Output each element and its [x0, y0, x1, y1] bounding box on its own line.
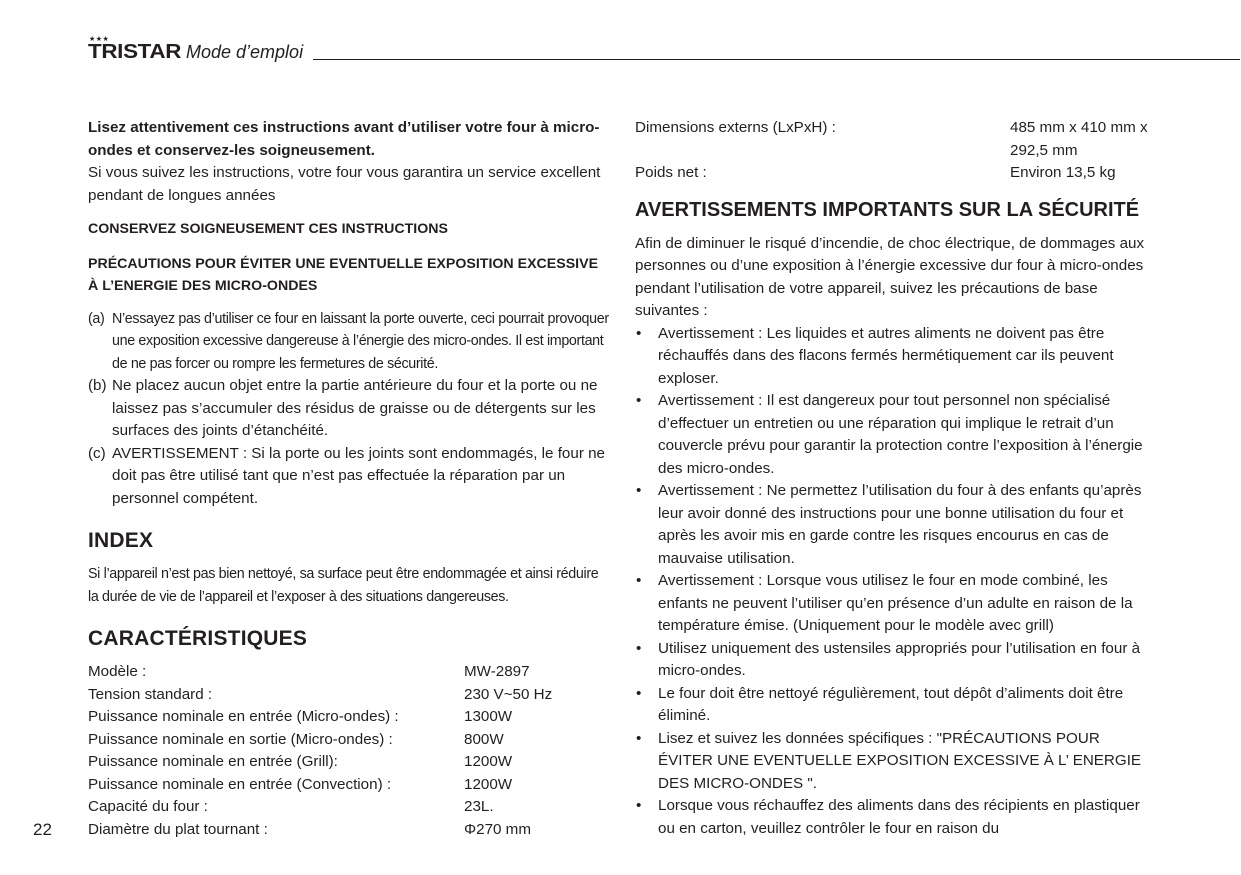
logo-stars: ★★★	[89, 36, 110, 43]
safety-bullet-item	[635, 683, 1155, 728]
specs-heading: CARACTÉRISTIQUES	[88, 627, 308, 650]
page-header	[88, 36, 1240, 66]
bullet-text: Utilisez uniquement des ustensiles appropriés pour l’utilisation en four à micro-ondes.	[658, 639, 1141, 679]
keep-instructions-heading: CONSERVEZ SOIGNEUSEMENT CES INSTRUCTIONS	[88, 221, 448, 237]
bullet-mark: •	[636, 572, 642, 589]
bullet-text: Avertissement : Lorsque vous utilisez le four en mode combiné, les enfants ne peuvent l’utiliser qu’en présence d’un adulte en raison de la température émise. (Uniquement pour le modèle avec grill)	[658, 572, 1133, 634]
specs-table	[88, 661, 610, 841]
spec-value: 1300W	[464, 708, 513, 725]
spec-row	[88, 751, 610, 774]
spec-value: 1200W	[464, 753, 513, 770]
bullet-mark: •	[636, 324, 642, 342]
logo-brand: TRISTAR	[88, 41, 182, 63]
bullet-text: Avertissement : Les liquides et autres aliments ne doivent pas être réchauffés dans des flacons fermés hermétiquement car ils peuvent exploser.	[658, 324, 1114, 387]
page-number: 22	[33, 820, 52, 839]
safety-bullet-item	[635, 638, 1155, 683]
bullet-text: Lisez et suivez les données spécifiques : "PRÉCAUTIONS POUR ÉVITER UNE EVENTUELLE EXPOSITION EXCESSIVE À L’ ENERGIE DES MICRO-ONDES ".	[658, 729, 1142, 792]
spec-label: Puissance nominale en entrée (Convection) :	[88, 775, 392, 793]
bullet-text: Avertissement : Il est dangereux pour tout personnel non spécialisé d’effectuer un entretien ou une réparation qui implique le retrait d’un couvercle prévu pour garantir la protection contre l’exposition à l’énergie des micro-ondes.	[658, 392, 1143, 477]
safety-bullets	[635, 323, 1155, 841]
safety-bullet-item	[635, 570, 1155, 638]
bullet-mark: •	[636, 639, 642, 657]
manual-title: Mode d’emploi	[186, 42, 304, 62]
precaution-marker: (c)	[88, 444, 106, 462]
left-column	[88, 117, 610, 841]
spec-row	[88, 819, 610, 842]
spec-row	[88, 684, 610, 707]
spec-label: Diamètre du plat tournant :	[88, 820, 268, 838]
precaution-item-c	[88, 443, 610, 511]
index-heading: INDEX	[88, 529, 154, 552]
spec-row	[88, 774, 610, 797]
spec-value: 485 mm x 410 mm x 292,5 mm	[1010, 119, 1148, 159]
safety-bullet-item	[635, 728, 1155, 796]
safety-heading: AVERTISSEMENTS IMPORTANTS SUR LA SÉCURITÉ	[635, 198, 1140, 221]
spec-label: Poids net :	[635, 164, 707, 181]
spec-value: Φ270 mm	[464, 820, 531, 838]
header-rule	[313, 59, 1240, 60]
precaution-item-b	[88, 375, 610, 443]
bullet-mark: •	[636, 392, 642, 409]
spec-value: MW-2897	[464, 663, 530, 680]
spec-label: Puissance nominale en entrée (Grill):	[88, 753, 338, 770]
spec-label: Puissance nominale en entrée (Micro-ondes) :	[88, 708, 399, 725]
bullet-mark: •	[636, 684, 642, 702]
safety-bullet-item	[635, 480, 1155, 570]
safety-intro: Afin de diminuer le risqué d’incendie, de choc électrique, de dommages aux personnes ou d’une exposition à l’énergie excessive dur four à micro-ondes pendant l’utilisation de votre appareil, suivez les précautions de base suivantes :	[635, 234, 1145, 319]
spec-label: Puissance nominale en sortie (Micro-ondes) :	[88, 730, 393, 748]
spec-row	[635, 162, 1155, 185]
precautions-list	[88, 308, 610, 511]
intro-bold: Lisez attentivement ces instructions avant d’utiliser votre four à micro-ondes et conservez-les soigneusement.	[88, 119, 600, 159]
spec-value: 1200W	[464, 775, 513, 793]
safety-bullet-item	[635, 323, 1155, 391]
bullet-text: Le four doit être nettoyé régulièrement, tout dépôt d’aliments doit être éliminé.	[658, 684, 1124, 724]
safety-bullet-item	[635, 795, 1155, 840]
precaution-text: AVERTISSEMENT : Si la porte ou les joints sont endommagés, le four ne doit pas être utilisé tant que n’est pas effectuée la réparation par un personnel compétent.	[112, 444, 605, 507]
intro-text: Si vous suivez les instructions, votre four vous garantira un service excellent pendant de longues années	[88, 164, 601, 204]
precaution-marker: (b)	[88, 377, 107, 394]
spec-value: Environ 13,5 kg	[1010, 164, 1116, 181]
precaution-item-a	[88, 308, 610, 376]
safety-bullet-item	[635, 390, 1155, 480]
spec-value: 230 V~50 Hz	[464, 685, 553, 703]
precaution-text: N’essayez pas d’utiliser ce four en laissant la porte ouverte, ceci pourrait provoquer une exposition excessive dangereuse à l’énergie des micro-ondes. Il est important de ne pas forcer ou rompre les fermetures de sécurité.	[112, 310, 609, 372]
spec-label: Tension standard :	[88, 685, 213, 703]
spec-row	[88, 729, 610, 752]
right-column	[635, 117, 1155, 840]
spec-value: 800W	[464, 730, 504, 748]
precaution-marker: (a)	[88, 310, 105, 327]
spec-row	[635, 117, 1155, 162]
spec-row	[88, 706, 610, 729]
precautions-heading: PRÉCAUTIONS POUR ÉVITER UNE EVENTUELLE EXPOSITION EXCESSIVE À L’ENERGIE DES MICRO-ONDES	[88, 255, 599, 294]
index-text: Si l’appareil n’est pas bien nettoyé, sa surface peut être endommagée et ainsi réduire la durée de vie de l’appareil et l’exposer à des situations dangereuses.	[88, 566, 599, 605]
spec-value: 23L.	[464, 798, 494, 815]
bullet-text: Lorsque vous réchauffez des aliments dans des récipients en plastiquer ou en carton, veuillez contrôler le four en raison du	[658, 797, 1140, 837]
bullet-text: Avertissement : Ne permettez l’utilisation du four à des enfants qu’après leur avoir donné des instructions pour une bonne utilisation du four et après les avoir mis en garde contre les risques encourus en cas de mauvaise utilisation.	[658, 482, 1142, 567]
bullet-mark: •	[636, 729, 642, 747]
bullet-mark: •	[636, 482, 642, 499]
spec-label: Modèle :	[88, 663, 147, 680]
spec-row	[88, 661, 610, 684]
spec-label: Dimensions externs (LxPxH) :	[635, 119, 836, 136]
precaution-text: Ne placez aucun objet entre la partie antérieure du four et la porte ou ne laissez pas s’accumuler des résidus de graisse ou de détergents sur les surfaces des joints d’étanchéité.	[112, 377, 598, 439]
spec-label: Capacité du four :	[88, 798, 208, 815]
spec-row	[88, 796, 610, 819]
bullet-mark: •	[636, 797, 642, 814]
